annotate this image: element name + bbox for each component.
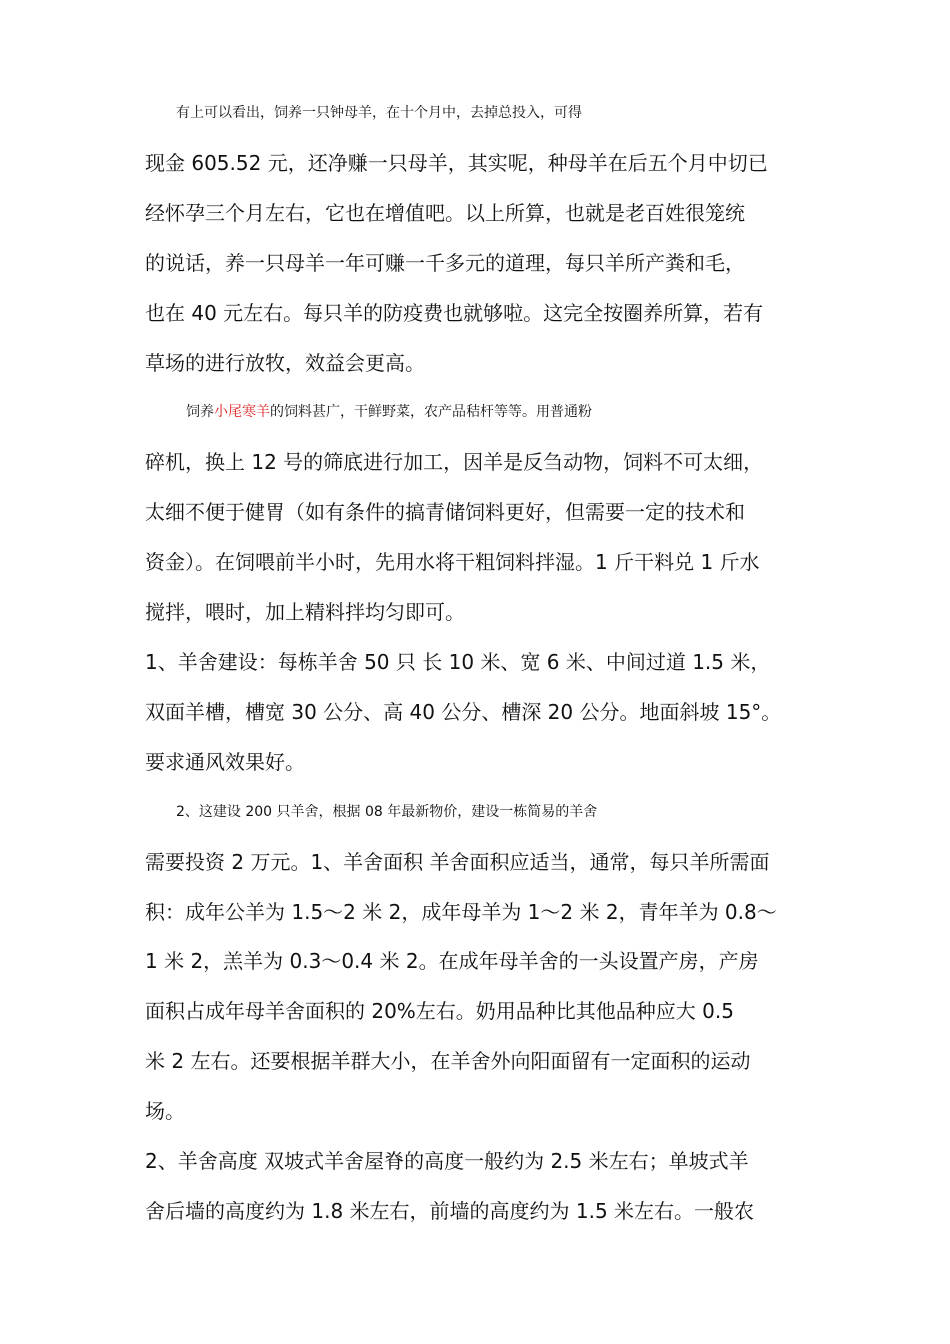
paragraph-4-line-3: 积：成年公羊为 1.5～2 米 2，成年母羊为 1～2 米 2，青年羊为 0.8～ xyxy=(145,900,777,924)
highlighted-term: 小尾寒羊 xyxy=(214,404,270,420)
paragraph-4-line-2: 需要投资 2 万元。1、羊舍面积 羊舍面积应适当，通常，每只羊所需面 xyxy=(145,850,770,874)
paragraph-2-line-2: 碎机，换上 12 号的筛底进行加工，因羊是反刍动物，饲料不可太细， xyxy=(145,450,764,474)
paragraph-2-text-before: 饲养 xyxy=(186,404,214,420)
paragraph-2-line-1 xyxy=(186,398,851,426)
paragraph-5-line-1: 2、羊舍高度 双坡式羊舍屋脊的高度一般约为 2.5 米左右；单坡式羊 xyxy=(145,1149,749,1173)
paragraph-4-line-4: 1 米 2，羔羊为 0.3～0.4 米 2。在成年母羊舍的一头设置产房，产房 xyxy=(145,949,759,973)
paragraph-2-text-after: 的饲料甚广，干鲜野菜，农产品秸杆等等。用普通粉 xyxy=(270,404,592,420)
paragraph-1-line-4: 的说话，养一只母羊一年可赚一千多元的道理，每只羊所产粪和毛， xyxy=(145,251,745,275)
paragraph-2-line-4: 资金）。在饲喂前半小时，先用水将干粗饲料拌湿。1 斤干料兑 1 斤水 xyxy=(145,550,760,574)
paragraph-2-line-5: 搅拌，喂时，加上精料拌均匀即可。 xyxy=(145,600,465,624)
paragraph-1-line-3: 经怀孕三个月左右，它也在增值吧。以上所算，也就是老百姓很笼统 xyxy=(145,201,745,225)
paragraph-3-line-3: 要求通风效果好。 xyxy=(145,750,305,774)
paragraph-1-line-2: 现金 605.52 元，还净赚一只母羊，其实呢，种母羊在后五个月中切已 xyxy=(145,151,768,175)
paragraph-1-line-5: 也在 40 元左右。每只羊的防疫费也就够啦。这完全按圈养所算，若有 xyxy=(145,301,764,325)
paragraph-4-line-1: 2、这建设 200 只羊舍，根据 08 年最新物价，建设一栋简易的羊舍 xyxy=(176,804,598,820)
paragraph-2-line-3: 太细不便于健胃（如有条件的搞青储饲料更好，但需要一定的技术和 xyxy=(145,500,745,524)
paragraph-1-line-6: 草场的进行放牧，效益会更高。 xyxy=(145,351,425,375)
paragraph-3-line-2: 双面羊槽，槽宽 30 公分、高 40 公分、槽深 20 公分。地面斜坡 15°。 xyxy=(145,700,782,724)
paragraph-4-line-7: 场。 xyxy=(145,1099,185,1123)
paragraph-1-line-1: 有上可以看出，饲养一只钟母羊，在十个月中，去掉总投入，可得 xyxy=(176,105,582,121)
paragraph-4-line-5: 面积占成年母羊舍面积的 20%左右。奶用品种比其他品种应大 0.5 xyxy=(145,999,734,1023)
paragraph-5-line-2: 舍后墙的高度约为 1.8 米左右，前墙的高度约为 1.5 米左右。一般农 xyxy=(145,1199,755,1223)
paragraph-4-line-6: 米 2 左右。还要根据羊群大小，在羊舍外向阳面留有一定面积的运动 xyxy=(145,1049,751,1073)
paragraph-3-line-1: 1、羊舍建设：每栋羊舍 50 只 长 10 米、宽 6 米、中间过道 1.5 米， xyxy=(145,650,771,674)
